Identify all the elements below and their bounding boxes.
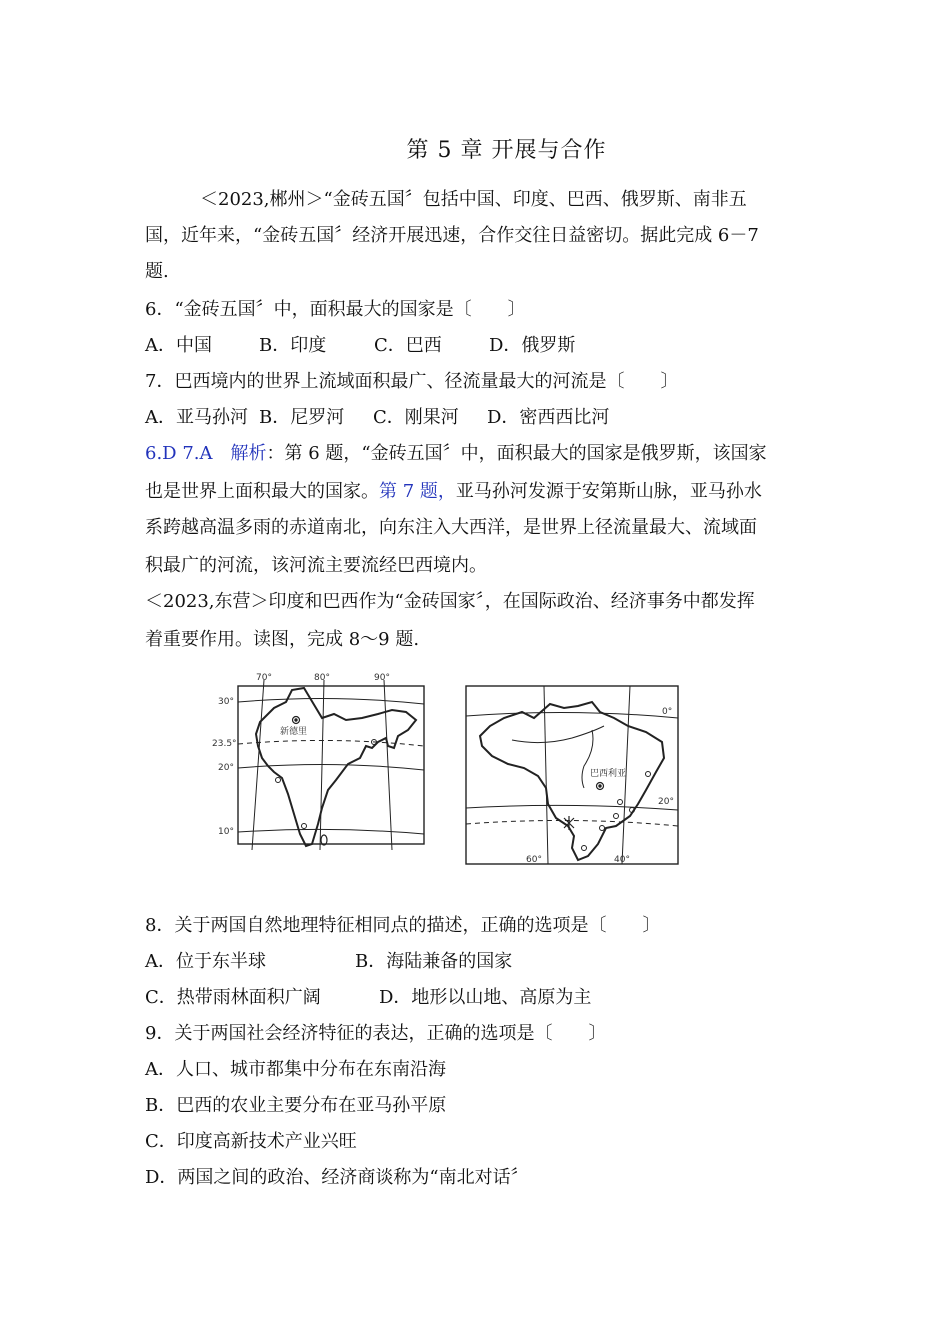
q8-option-a: A．位于东半球	[145, 951, 266, 972]
answer-text-2a: 也是世界上面积最大的国家。	[145, 481, 379, 502]
maps-svg	[212, 668, 692, 878]
chapter-title: 第 5 章 开展与合作	[406, 138, 607, 163]
answer-text-2c: 亚马孙河发源于安第斯山脉，亚马孙水	[455, 481, 762, 502]
q8-options-row-1	[145, 950, 512, 974]
intro2-line-1: ＜2023,东营＞印度和巴西作为“金砖国家〞，在国际政治、经济事务中都发挥	[145, 591, 755, 612]
answer-key: 6.D 7.A 解析	[145, 443, 267, 464]
q7-option-a: A．亚马孙河	[145, 407, 248, 428]
question-9-stem: 9．关于两国社会经济特征的表达，正确的选项是〔 〕	[145, 1023, 607, 1044]
answer-line-3: 系跨越高温多雨的赤道南北，向东注入大西洋，是世界上径流量最大、流域面	[145, 517, 757, 538]
q7-option-b: B．尼罗河	[259, 407, 345, 428]
brazil-lon-40-label: 40°	[614, 855, 630, 865]
q6-option-b: B．印度	[259, 335, 327, 356]
intro-line-2: 国，近年来，“金砖五国〞经济开展迅速，合作交往日益密切。据此完成 6－7	[145, 225, 759, 246]
india-lon-90-label: 90°	[374, 673, 390, 683]
brazil-lat-20-label: 20°	[658, 797, 674, 807]
q9-option-a: A．人口、城市都集中分布在东南沿海	[145, 1059, 446, 1080]
question-6-options	[145, 334, 575, 358]
answer-q7-label: 第 7 题，	[379, 481, 456, 502]
brazil-lat-0-label: 0°	[662, 707, 673, 717]
question-6-stem: 6．“金砖五国〞中，面积最大的国家是〔 〕	[145, 299, 526, 320]
india-lat-10-label: 10°	[218, 827, 234, 837]
q7-option-c: C．刚果河	[373, 407, 459, 428]
q9-option-b: B．巴西的农业主要分布在亚马孙平原	[145, 1095, 447, 1116]
new-delhi-label: 新德里	[280, 727, 308, 737]
q8-option-c: C．热带雨林面积广阔	[145, 987, 321, 1008]
question-8-stem: 8．关于两国自然地理特征相同点的描述，正确的选项是〔 〕	[145, 915, 661, 936]
brazil-lon-60-label: 60°	[526, 855, 542, 865]
answer-line-2	[145, 480, 762, 504]
intro2-line-2: 着重要作用。读图，完成 8～9 题.	[145, 629, 420, 650]
answer-line-4: 积最广的河流，该河流主要流经巴西境内。	[145, 555, 487, 576]
q6-option-a: A．中国	[145, 335, 212, 356]
brasilia-label: 巴西利亚	[590, 769, 627, 779]
india-lon-80-label: 80°	[314, 673, 330, 683]
q8-option-b: B．海陆兼备的国家	[355, 951, 513, 972]
question-7-options	[145, 406, 609, 430]
intro-line-3: 题.	[145, 261, 169, 282]
q8-option-d: D．地形以山地、高原为主	[379, 987, 592, 1008]
answer-line-1	[145, 442, 767, 466]
q6-option-c: C．巴西	[374, 335, 442, 356]
q9-option-c: C．印度高新技术产业兴旺	[145, 1131, 357, 1152]
question-7-stem: 7．巴西境内的世界上流域面积最广、径流量最大的河流是〔 〕	[145, 371, 679, 392]
india-lon-70-label: 70°	[256, 673, 272, 683]
india-lat-30-label: 30°	[218, 697, 234, 707]
intro-line-1: ＜2023,郴州＞“金砖五国〞包括中国、印度、巴西、俄罗斯、南非五	[200, 189, 747, 210]
q8-options-row-2	[145, 986, 591, 1010]
brazil-map	[466, 686, 678, 864]
india-lat-20-label: 20°	[218, 763, 234, 773]
maps-figure	[212, 668, 692, 878]
india-map	[238, 680, 424, 850]
india-lat-235-label: 23.5°	[212, 739, 237, 749]
q6-option-d: D．俄罗斯	[489, 335, 576, 356]
q7-option-d: D．密西西比河	[487, 407, 610, 428]
answer-text-1: ：第 6 题，“金砖五国〞中，面积最大的国家是俄罗斯，该国家	[266, 443, 767, 464]
q9-option-d: D．两国之间的政治、经济商谈称为“南北对话〞	[145, 1167, 529, 1188]
